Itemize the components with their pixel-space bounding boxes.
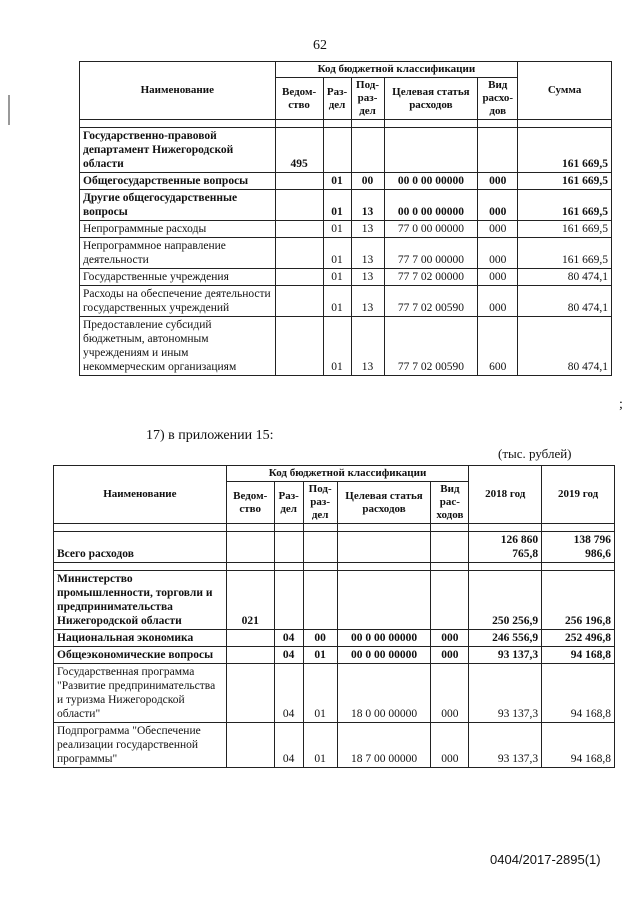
row-statya: 18 7 00 00000	[337, 723, 431, 768]
budget-table-1	[79, 61, 612, 376]
header-code-group: Код бюджетной классификации	[226, 466, 469, 482]
row-name: Государственная программа "Развитие предпринимательства и туризма Нижегородской области"	[54, 664, 227, 723]
spacer-cell	[274, 563, 303, 571]
header-code-group: Код бюджетной классификации	[275, 62, 518, 78]
spacer-cell	[518, 120, 612, 128]
header-vid: Вид расхо-дов	[478, 78, 518, 120]
header-statya: Целевая статья расходов	[384, 78, 478, 120]
row-vid: 000	[478, 269, 518, 286]
row-sum: 80 474,1	[518, 317, 612, 376]
header-razdel: Раз-дел	[323, 78, 351, 120]
empty-cell	[337, 532, 431, 563]
row-statya: 77 7 02 00000	[384, 269, 478, 286]
row-sum: 161 669,5	[518, 190, 612, 221]
spacer-cell	[274, 524, 303, 532]
page-number: 62	[313, 38, 327, 53]
row-vedomstvo	[275, 221, 323, 238]
spacer-cell	[337, 524, 431, 532]
row-name: Государственные учреждения	[80, 269, 276, 286]
table-row	[54, 630, 615, 647]
row-name: Общеэкономические вопросы	[54, 647, 227, 664]
row-name: Подпрограмма "Обеспечение реализации государственной программы"	[54, 723, 227, 768]
table-row	[80, 317, 612, 376]
spacer-cell	[323, 120, 351, 128]
row-statya: 77 0 00 00000	[384, 221, 478, 238]
empty-cell	[431, 532, 469, 563]
row-statya	[337, 571, 431, 630]
row-name: Министерство промышленности, торговли и предпринимательства Нижегородской области	[54, 571, 227, 630]
row-statya: 77 7 00 00000	[384, 238, 478, 269]
header-podrazdel: Под-раз-дел	[351, 78, 384, 120]
row-podrazdel	[303, 571, 337, 630]
header-vid: Вид рас-ходов	[431, 482, 469, 524]
row-vedomstvo	[226, 723, 274, 768]
spacer-row	[80, 120, 612, 128]
row-vid: 600	[478, 317, 518, 376]
header-vedomstvo: Ведом-ство	[226, 482, 274, 524]
row-2018: 246 556,9	[469, 630, 542, 647]
row-vedomstvo	[275, 269, 323, 286]
row-name: Государственно-правовой департамент Нижегородской области	[80, 128, 276, 173]
row-vedomstvo	[226, 630, 274, 647]
table-row	[54, 723, 615, 768]
row-vid: 000	[478, 286, 518, 317]
row-razdel: 01	[323, 190, 351, 221]
row-name: Непрограммное направление деятельности	[80, 238, 276, 269]
spacer-cell	[226, 563, 274, 571]
row-podrazdel: 00	[351, 173, 384, 190]
spacer-cell	[542, 563, 615, 571]
row-podrazdel: 01	[303, 664, 337, 723]
spacer-cell	[351, 120, 384, 128]
spacer-row	[54, 563, 615, 571]
row-sum: 80 474,1	[518, 286, 612, 317]
spacer-cell	[275, 120, 323, 128]
spacer-cell	[542, 524, 615, 532]
total-2019: 138 796 986,6	[542, 532, 615, 563]
row-podrazdel	[351, 128, 384, 173]
row-razdel: 01	[323, 238, 351, 269]
table-row	[80, 128, 612, 173]
row-2019: 94 168,8	[542, 647, 615, 664]
row-vedomstvo	[275, 317, 323, 376]
row-statya: 00 0 00 00000	[337, 630, 431, 647]
header-vedomstvo: Ведом-ство	[275, 78, 323, 120]
row-vid: 000	[431, 630, 469, 647]
row-podrazdel: 13	[351, 238, 384, 269]
row-statya: 00 0 00 00000	[384, 173, 478, 190]
table-row	[54, 664, 615, 723]
spacer-cell	[226, 524, 274, 532]
spacer-cell	[384, 120, 478, 128]
row-sum: 161 669,5	[518, 128, 612, 173]
row-vid: 000	[478, 238, 518, 269]
spacer-row	[54, 524, 615, 532]
row-podrazdel: 13	[351, 269, 384, 286]
table-row	[80, 173, 612, 190]
row-name: Непрограммные расходы	[80, 221, 276, 238]
trailing-semicolon: ;	[619, 397, 623, 412]
row-podrazdel: 13	[351, 286, 384, 317]
row-2018: 93 137,3	[469, 664, 542, 723]
header-name: Наименование	[80, 62, 276, 120]
row-2019: 94 168,8	[542, 664, 615, 723]
row-razdel: 04	[274, 723, 303, 768]
row-2018: 93 137,3	[469, 647, 542, 664]
empty-cell	[274, 532, 303, 563]
row-razdel: 01	[323, 221, 351, 238]
empty-cell	[226, 532, 274, 563]
units-label: (тыс. рублей)	[498, 446, 572, 461]
row-podrazdel: 13	[351, 221, 384, 238]
table-row	[80, 238, 612, 269]
row-2018: 93 137,3	[469, 723, 542, 768]
row-podrazdel: 01	[303, 723, 337, 768]
row-sum: 161 669,5	[518, 173, 612, 190]
table-row	[80, 269, 612, 286]
row-vedomstvo: 495	[275, 128, 323, 173]
row-vid	[478, 128, 518, 173]
row-2019: 94 168,8	[542, 723, 615, 768]
row-vedomstvo: 021	[226, 571, 274, 630]
row-name: Другие общегосударственные вопросы	[80, 190, 276, 221]
row-razdel: 01	[323, 286, 351, 317]
row-statya: 00 0 00 00000	[384, 190, 478, 221]
total-row	[54, 532, 615, 563]
row-2018: 250 256,9	[469, 571, 542, 630]
total-name: Всего расходов	[54, 532, 227, 563]
row-name: Общегосударственные вопросы	[80, 173, 276, 190]
row-razdel: 01	[323, 269, 351, 286]
total-2018: 126 860 765,8	[469, 532, 542, 563]
row-2019: 252 496,8	[542, 630, 615, 647]
table2-body	[54, 524, 615, 768]
spacer-cell	[303, 563, 337, 571]
spacer-cell	[478, 120, 518, 128]
spacer-cell	[337, 563, 431, 571]
row-vid	[431, 571, 469, 630]
row-name: Предоставление субсидий бюджетным, автономным учреждениям и иным некоммерческим организациям	[80, 317, 276, 376]
row-razdel: 04	[274, 630, 303, 647]
row-sum: 161 669,5	[518, 221, 612, 238]
row-vid: 000	[431, 723, 469, 768]
document-code: 0404/2017-2895(1)	[490, 852, 601, 867]
row-razdel	[323, 128, 351, 173]
spacer-cell	[469, 524, 542, 532]
header-sum: Сумма	[518, 62, 612, 120]
header-name: Наименование	[54, 466, 227, 524]
spacer-cell	[80, 120, 276, 128]
row-podrazdel: 00	[303, 630, 337, 647]
table-row	[54, 647, 615, 664]
row-statya: 18 0 00 00000	[337, 664, 431, 723]
table-row	[80, 190, 612, 221]
header-podrazdel: Под-раз-дел	[303, 482, 337, 524]
row-vid: 000	[431, 664, 469, 723]
row-name: Расходы на обеспечение деятельности государственных учреждений	[80, 286, 276, 317]
row-vedomstvo	[226, 664, 274, 723]
row-vid: 000	[431, 647, 469, 664]
row-vedomstvo	[275, 286, 323, 317]
row-2019: 256 196,8	[542, 571, 615, 630]
row-vedomstvo	[226, 647, 274, 664]
row-statya	[384, 128, 478, 173]
row-razdel	[274, 571, 303, 630]
header-statya: Целевая статья расходов	[337, 482, 431, 524]
budget-table-2	[53, 465, 615, 768]
row-vedomstvo	[275, 238, 323, 269]
row-razdel: 04	[274, 647, 303, 664]
spacer-cell	[431, 563, 469, 571]
row-vid: 000	[478, 190, 518, 221]
row-razdel: 01	[323, 317, 351, 376]
row-podrazdel: 01	[303, 647, 337, 664]
row-razdel: 01	[323, 173, 351, 190]
spacer-cell	[303, 524, 337, 532]
row-statya: 00 0 00 00000	[337, 647, 431, 664]
table1-body	[80, 120, 612, 376]
table-row	[80, 286, 612, 317]
row-razdel: 04	[274, 664, 303, 723]
header-2019: 2019 год	[542, 466, 615, 524]
header-2018: 2018 год	[469, 466, 542, 524]
table-row	[80, 221, 612, 238]
margin-mark	[8, 95, 10, 125]
section-caption: 17) в приложении 15:	[146, 428, 274, 443]
row-vedomstvo	[275, 190, 323, 221]
row-name: Национальная экономика	[54, 630, 227, 647]
row-sum: 80 474,1	[518, 269, 612, 286]
row-podrazdel: 13	[351, 190, 384, 221]
row-statya: 77 7 02 00590	[384, 317, 478, 376]
row-statya: 77 7 02 00590	[384, 286, 478, 317]
spacer-cell	[54, 524, 227, 532]
spacer-cell	[469, 563, 542, 571]
header-razdel: Раз-дел	[274, 482, 303, 524]
row-podrazdel: 13	[351, 317, 384, 376]
row-vedomstvo	[275, 173, 323, 190]
spacer-cell	[431, 524, 469, 532]
row-vid: 000	[478, 221, 518, 238]
spacer-cell	[54, 563, 227, 571]
row-vid: 000	[478, 173, 518, 190]
table-row	[54, 571, 615, 630]
empty-cell	[303, 532, 337, 563]
row-sum: 161 669,5	[518, 238, 612, 269]
